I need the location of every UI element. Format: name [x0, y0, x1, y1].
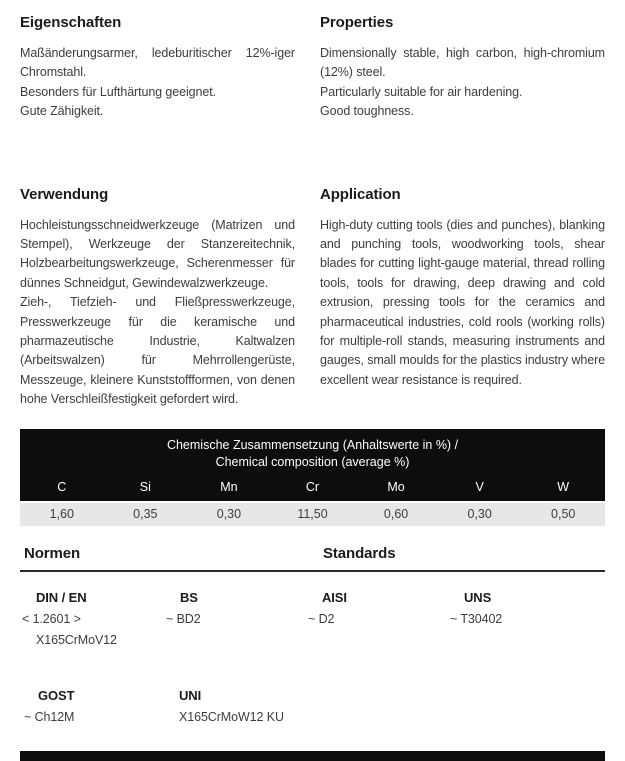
standard-value: X165CrMoW12 KU — [179, 709, 284, 724]
properties-paragraph: Particularly suitable for air hardening. — [320, 84, 523, 99]
column-header: Mo — [387, 479, 405, 494]
section-application — [320, 186, 605, 410]
standards-row-1 — [20, 590, 605, 648]
column-header: Mn — [220, 479, 238, 494]
column-header: Si — [139, 479, 151, 494]
composition-column-headers — [20, 480, 605, 501]
section-verwendung — [20, 186, 295, 410]
standard-aisi — [308, 590, 450, 648]
standards-heading: Standards — [323, 544, 396, 562]
standard-label: BS — [180, 589, 198, 605]
section-application-row — [0, 186, 625, 410]
eigenschaften-paragraph: Maßänderungsarmer, ledeburitischer 12%-iger Chromstahl. — [20, 46, 295, 80]
normen-heading: Normen — [24, 544, 81, 562]
composition-title-de: Chemische Zusammensetzung (Anhaltswerte in %) / — [166, 437, 459, 452]
eigenschaften-paragraph: Gute Zähigkeit. — [20, 104, 104, 119]
composition-value: 0,30 — [467, 507, 492, 522]
standards-row-2 — [20, 688, 605, 725]
composition-value: 0,60 — [383, 507, 409, 522]
composition-value: 0,35 — [133, 507, 158, 522]
column-header: C — [57, 479, 67, 494]
eigenschaften-paragraph: Besonders für Lufthärtung geeignet. — [20, 84, 216, 99]
standard-value: ~ Ch12M — [24, 709, 75, 724]
application-paragraph: High-duty cutting tools (dies and punches), blanking and punching tools, woodworking tools, shear blades for cutting light-gauge material, thread rolling tools, tools for drawing, deep drawing and cold extrusion, pressing tools for the ceramics and pharmaceutical industries, cold rools (working rolls) for multiple-roll stands, measuring instruments and gauges, small moulds for the plastics industry where excellent wear resistance is required. — [320, 217, 605, 387]
verwendung-paragraph: Zieh-, Tiefzieh- und Fließpresswerkzeuge, Presswerkzeuge für die keramische und pharmazeutische Industrie, Kaltwalzen (Arbeitswalzen) für Mehrrollengerüste, Messzeuge, kleinere Kunststoffformen, von denen hohe Verschleißfestigkeit gefordert wird. — [20, 295, 295, 407]
composition-value: 0,50 — [551, 507, 576, 522]
composition-title-en: Chemical composition (average %) — [215, 454, 410, 469]
standard-value: X165CrMoV12 — [36, 632, 117, 647]
verwendung-title: Verwendung — [20, 185, 109, 203]
standard-label: UNS — [464, 589, 492, 605]
column-header: Cr — [305, 479, 320, 494]
standard-value: ~ T30402 — [450, 611, 503, 626]
composition-value: 0,30 — [216, 507, 242, 522]
standard-uni — [179, 688, 605, 725]
verwendung-paragraph: Hochleistungsschneidwerkzeuge (Matrizen und Stempel), Werkzeuge der Stanzereitechnik, Holzbearbeitungswerkzeuge, Scherenmesser für dünnes Schneidgut, Gewindewalzwerkzeuge. — [20, 217, 295, 290]
standard-uns — [450, 590, 605, 648]
section-eigenschaften — [20, 14, 295, 122]
standard-label: GOST — [38, 687, 75, 703]
section-properties — [320, 14, 605, 122]
section-properties-row — [0, 0, 625, 122]
column-header: V — [475, 479, 484, 494]
standards-heading-row — [20, 545, 605, 563]
standard-bs — [166, 590, 308, 648]
standard-value: ~ D2 — [308, 611, 335, 626]
composition-table-header — [20, 429, 605, 503]
eigenschaften-title: Eigenschaften — [20, 14, 122, 31]
application-title: Application — [320, 185, 401, 203]
properties-paragraph: Good toughness. — [320, 104, 414, 119]
standard-label: DIN / EN — [36, 589, 87, 605]
properties-paragraph: Dimensionally stable, high carbon, high-chromium (12%) steel. — [320, 46, 605, 80]
composition-table — [20, 429, 605, 526]
composition-value: 1,60 — [49, 507, 74, 522]
column-header: W — [557, 479, 570, 494]
standard-din-en — [22, 590, 166, 648]
standard-gost — [24, 688, 179, 725]
standard-value: ~ BD2 — [166, 611, 201, 626]
standard-value: < 1.2601 > — [22, 611, 81, 626]
composition-values-row — [20, 503, 605, 526]
properties-title: Properties — [320, 14, 394, 31]
footer-bar — [20, 751, 605, 761]
standard-label: AISI — [322, 589, 347, 605]
standard-label: UNI — [179, 687, 202, 703]
standards-divider — [20, 570, 605, 572]
composition-value: 11,50 — [297, 507, 328, 522]
